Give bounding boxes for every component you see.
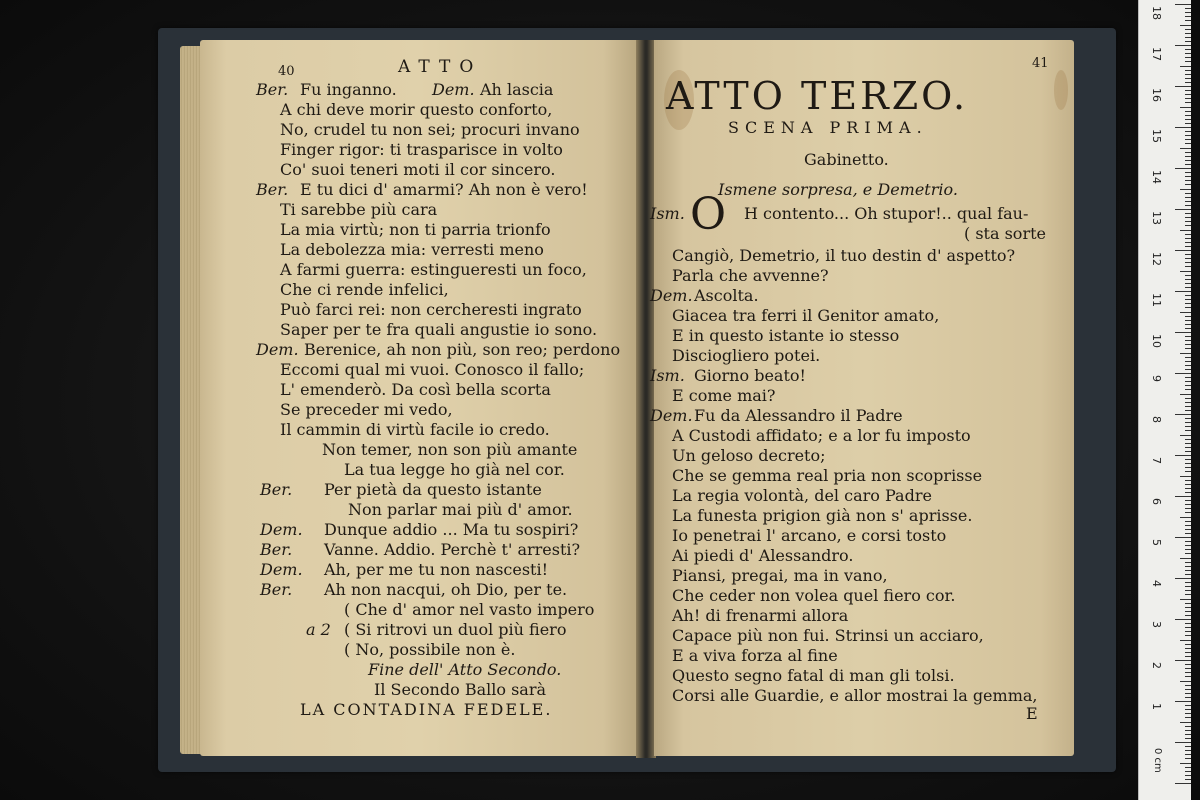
ruler-label: 15 xyxy=(1150,129,1163,143)
ruler-tick xyxy=(1185,279,1191,280)
ruler-tick xyxy=(1185,709,1191,710)
aria-line: Ah non nacqui, oh Dio, per te. xyxy=(324,580,568,599)
ruler-tick xyxy=(1185,529,1191,530)
verse-line: A Custodi affidato; e a lor fu imposto xyxy=(672,426,971,445)
ruler-tick xyxy=(1185,94,1191,95)
verse-line: Disciogliero potei. xyxy=(672,346,821,365)
verse-line: Che ci rende infelici, xyxy=(280,280,449,299)
ruler-tick xyxy=(1185,365,1191,366)
ruler-tick xyxy=(1175,127,1191,128)
ruler-tick xyxy=(1175,373,1191,374)
ruler-tick xyxy=(1185,152,1191,153)
speaker-label: Ism. xyxy=(650,366,685,385)
ruler-tick xyxy=(1185,303,1191,304)
verse-line: E tu dici d' amarmi? Ah non è vero! xyxy=(300,180,588,199)
ruler-tick xyxy=(1185,258,1191,259)
ruler-tick xyxy=(1185,164,1191,165)
ruler-tick xyxy=(1185,611,1191,612)
verse-line: ( sta sorte xyxy=(964,224,1046,243)
speaker-label: Ism. xyxy=(650,204,685,223)
verse-line: Il cammin di virtù facile io credo. xyxy=(280,420,550,439)
ruler-label: 1 xyxy=(1150,703,1163,710)
ruler-label: 5 xyxy=(1150,539,1163,546)
ruler-tick xyxy=(1185,615,1191,616)
ruler-tick xyxy=(1185,644,1191,645)
ruler-tick xyxy=(1180,476,1191,477)
ruler-tick xyxy=(1185,631,1191,632)
verse-line: Che se gemma real pria non scoprisse xyxy=(672,466,983,485)
ruler-tick xyxy=(1185,160,1191,161)
ruler-tick xyxy=(1185,217,1191,218)
ruler-tick xyxy=(1185,193,1191,194)
verse-line: E in questo istante io stesso xyxy=(672,326,900,345)
ruler-tick xyxy=(1185,504,1191,505)
ruler-tick xyxy=(1185,340,1191,341)
ruler-tick xyxy=(1185,549,1191,550)
ruler-tick xyxy=(1185,213,1191,214)
ruler-tick xyxy=(1185,49,1191,50)
ruler-tick xyxy=(1185,746,1191,747)
act-title: ATTO TERZO. xyxy=(666,74,969,118)
ruler-tick xyxy=(1185,758,1191,759)
ruler-tick xyxy=(1180,189,1191,190)
ruler-tick xyxy=(1185,78,1191,79)
setting: Gabinetto. xyxy=(804,150,889,169)
verse-line: Un geloso decreto; xyxy=(672,446,826,465)
ruler-tick xyxy=(1175,578,1191,579)
ruler-tick xyxy=(1185,418,1191,419)
verse-line: H contento... Oh stupor!.. qual fau- xyxy=(744,204,1029,223)
ruler-tick xyxy=(1185,500,1191,501)
verse-line: Che ceder non volea quel fiero cor. xyxy=(672,586,956,605)
ruler-tick xyxy=(1180,107,1191,108)
ruler-tick xyxy=(1185,361,1191,362)
verse-line: Co' suoi teneri moti il cor sincero. xyxy=(280,160,556,179)
ruler-tick xyxy=(1185,287,1191,288)
ruler-label: 17 xyxy=(1150,47,1163,61)
aria-line: Vanne. Addio. Perchè t' arresti? xyxy=(324,540,581,559)
verse-line: Berenice, ah non più, son reo; perdono xyxy=(304,340,621,359)
ruler-tick xyxy=(1185,115,1191,116)
act-end-note: Fine dell' Atto Secondo. xyxy=(368,660,562,679)
ruler-label: 6 xyxy=(1150,498,1163,505)
ruler-tick xyxy=(1185,385,1191,386)
ruler-tick xyxy=(1185,197,1191,198)
ruler-tick xyxy=(1185,242,1191,243)
ruler-label: 4 xyxy=(1150,580,1163,587)
ruler-tick xyxy=(1180,394,1191,395)
ruler-tick xyxy=(1185,480,1191,481)
ruler-tick xyxy=(1185,402,1191,403)
ruler-tick xyxy=(1185,426,1191,427)
ruler-tick xyxy=(1185,61,1191,62)
verse-line: Questo segno fatal di man gli tolsi. xyxy=(672,666,955,685)
verse-line: Capace più non fui. Strinsi un acciaro, xyxy=(672,626,984,645)
aria-line: La tua legge ho già nel cor. xyxy=(344,460,565,479)
ruler-tick xyxy=(1185,574,1191,575)
scale-ruler xyxy=(1138,0,1191,800)
ruler-tick xyxy=(1185,750,1191,751)
ruler-tick xyxy=(1185,139,1191,140)
ruler-tick xyxy=(1175,168,1191,169)
ruler-label: 3 xyxy=(1150,621,1163,628)
ruler-tick xyxy=(1185,90,1191,91)
duet-line: ( Si ritrovi un duol più fiero xyxy=(344,620,567,639)
verse-line: Saper per te fra quali angustie io sono. xyxy=(280,320,598,339)
aria-line: Ah, per me tu non nascesti! xyxy=(324,560,549,579)
ruler-tick xyxy=(1185,754,1191,755)
left-page xyxy=(200,40,638,756)
book-gutter xyxy=(636,40,656,758)
ruler-tick xyxy=(1185,37,1191,38)
ruler-tick xyxy=(1185,685,1191,686)
speaker-label: Dem. xyxy=(260,560,303,579)
verse-line: La funesta prigion già non s' aprisse. xyxy=(672,506,973,525)
ruler-tick xyxy=(1175,250,1191,251)
ruler-tick xyxy=(1180,230,1191,231)
drop-cap: O xyxy=(690,189,727,240)
ruler-tick xyxy=(1185,594,1191,595)
speaker-label: Dem. xyxy=(432,80,475,99)
ruler-tick xyxy=(1185,33,1191,34)
catchword: E xyxy=(1026,704,1038,723)
ruler-tick xyxy=(1185,275,1191,276)
ruler-tick xyxy=(1180,640,1191,641)
ruler-tick xyxy=(1185,29,1191,30)
ruler-label: 2 xyxy=(1150,662,1163,669)
ruler-tick xyxy=(1185,344,1191,345)
verse-line: E come mai? xyxy=(672,386,776,405)
speaker-label: Ber. xyxy=(260,540,293,559)
speaker-label: Ber. xyxy=(260,480,293,499)
ruler-tick xyxy=(1185,553,1191,554)
ruler-tick xyxy=(1185,443,1191,444)
ruler-tick xyxy=(1185,492,1191,493)
ruler-tick xyxy=(1185,53,1191,54)
ruler-tick xyxy=(1185,295,1191,296)
ruler-tick xyxy=(1185,57,1191,58)
open-book xyxy=(180,40,1098,760)
ruler-tick xyxy=(1185,627,1191,628)
speaker-label: Ber. xyxy=(256,180,289,199)
ruler-tick xyxy=(1185,254,1191,255)
ruler-tick xyxy=(1185,381,1191,382)
ruler-tick xyxy=(1185,266,1191,267)
ruler-tick xyxy=(1185,430,1191,431)
ruler-tick xyxy=(1175,660,1191,661)
ruler-label: 13 xyxy=(1150,211,1163,225)
ruler-tick xyxy=(1175,332,1191,333)
ruler-tick xyxy=(1175,701,1191,702)
ruler-tick xyxy=(1185,328,1191,329)
ruler-tick xyxy=(1185,566,1191,567)
ruler-tick xyxy=(1185,143,1191,144)
ruler-tick xyxy=(1175,291,1191,292)
verse-line: Corsi alle Guardie, e allor mostrai la gemma, xyxy=(672,686,1038,705)
ruler-tick xyxy=(1185,369,1191,370)
ruler-tick xyxy=(1185,172,1191,173)
ruler-tick xyxy=(1185,607,1191,608)
aria-line: Per pietà da questo istante xyxy=(324,480,542,499)
ruler-tick xyxy=(1175,45,1191,46)
ruler-tick xyxy=(1185,234,1191,235)
ruler-label: 10 xyxy=(1150,334,1163,348)
ruler-label: 7 xyxy=(1150,457,1163,464)
ruler-tick xyxy=(1180,312,1191,313)
ruler-label: 12 xyxy=(1150,252,1163,266)
ruler-tick xyxy=(1185,70,1191,71)
ruler-tick xyxy=(1185,570,1191,571)
ruler-tick xyxy=(1185,357,1191,358)
ruler-tick xyxy=(1175,496,1191,497)
verse-line: Ai piedi d' Alessandro. xyxy=(672,546,854,565)
verse-line: Ah lascia xyxy=(480,80,554,99)
duet-marker: a 2 xyxy=(306,620,331,639)
ruler-tick xyxy=(1185,221,1191,222)
ruler-tick xyxy=(1185,111,1191,112)
verse-line: La regia volontà, del caro Padre xyxy=(672,486,932,505)
ruler-tick xyxy=(1185,693,1191,694)
ruler-tick xyxy=(1185,635,1191,636)
verse-line: Piansi, pregai, ma in vano, xyxy=(672,566,888,585)
ruler-tick xyxy=(1185,676,1191,677)
ruler-tick xyxy=(1180,599,1191,600)
ruler-tick xyxy=(1175,619,1191,620)
ruler-label: 8 xyxy=(1150,416,1163,423)
ruler-tick xyxy=(1185,668,1191,669)
ruler-tick xyxy=(1185,447,1191,448)
ruler-tick xyxy=(1185,201,1191,202)
ruler-tick xyxy=(1185,184,1191,185)
verse-line: Ascolta. xyxy=(694,286,759,305)
ruler-tick xyxy=(1185,697,1191,698)
ruler-tick xyxy=(1185,377,1191,378)
paper-stain xyxy=(1054,70,1068,110)
ruler-tick xyxy=(1185,471,1191,472)
ruler-unit: 0 cm xyxy=(1152,748,1163,773)
ruler-tick xyxy=(1185,664,1191,665)
ruler-tick xyxy=(1185,541,1191,542)
ruler-tick xyxy=(1185,74,1191,75)
ruler-tick xyxy=(1185,8,1191,9)
verse-line: Può farci rei: non cercheresti ingrato xyxy=(280,300,582,319)
verse-line: No, crudel tu non sei; procuri invano xyxy=(280,120,580,139)
ruler-tick xyxy=(1185,180,1191,181)
ruler-tick xyxy=(1180,353,1191,354)
ruler-tick xyxy=(1185,131,1191,132)
ruler-tick xyxy=(1185,467,1191,468)
ruler-tick xyxy=(1185,320,1191,321)
speaker-label: Dem. xyxy=(256,340,299,359)
ruler-label: 14 xyxy=(1150,170,1163,184)
ruler-tick xyxy=(1185,767,1191,768)
ruler-tick xyxy=(1185,336,1191,337)
verse-line: Fu inganno. xyxy=(300,80,397,99)
ruler-tick xyxy=(1185,156,1191,157)
ruler-tick xyxy=(1185,283,1191,284)
verse-line: Giorno beato! xyxy=(694,366,806,385)
speaker-label: Ber. xyxy=(256,80,289,99)
ruler-tick xyxy=(1185,41,1191,42)
ruler-tick xyxy=(1185,717,1191,718)
ruler-tick xyxy=(1185,734,1191,735)
ruler-tick xyxy=(1185,176,1191,177)
ruler-tick xyxy=(1185,324,1191,325)
verse-line: Finger rigor: ti trasparisce in volto xyxy=(280,140,563,159)
verse-line: Ti sarebbe più cara xyxy=(280,200,438,219)
right-page xyxy=(650,40,1074,756)
ruler-tick xyxy=(1185,672,1191,673)
ruler-tick xyxy=(1185,771,1191,772)
ruler-tick xyxy=(1185,705,1191,706)
ruler-tick xyxy=(1185,389,1191,390)
ruler-tick xyxy=(1180,558,1191,559)
ruler-tick xyxy=(1175,86,1191,87)
ruler-tick xyxy=(1185,730,1191,731)
verse-line: Giacea tra ferri il Genitor amato, xyxy=(672,306,940,325)
ruler-tick xyxy=(1185,205,1191,206)
ruler-tick xyxy=(1175,209,1191,210)
page-number: 40 xyxy=(278,64,295,79)
running-head: ATTO xyxy=(398,57,483,77)
duet-line: ( No, possibile non è. xyxy=(344,640,516,659)
page-number: 41 xyxy=(1032,56,1049,71)
ruler-tick xyxy=(1185,545,1191,546)
ruler-tick xyxy=(1185,512,1191,513)
ruler-tick xyxy=(1185,299,1191,300)
ruler-label: 16 xyxy=(1150,88,1163,102)
ruler-label: 18 xyxy=(1150,6,1163,20)
ruler-tick xyxy=(1175,742,1191,743)
ruler-tick xyxy=(1185,451,1191,452)
ruler-tick xyxy=(1185,12,1191,13)
verse-line: Parla che avvenne? xyxy=(672,266,829,285)
ruler-tick xyxy=(1185,582,1191,583)
ruler-tick xyxy=(1180,66,1191,67)
ruler-tick xyxy=(1185,135,1191,136)
ruler-tick xyxy=(1185,16,1191,17)
ruler-tick xyxy=(1185,738,1191,739)
character-list: Ismene sorpresa, e Demetrio. xyxy=(718,180,958,199)
ruler-tick xyxy=(1185,562,1191,563)
ruler-tick xyxy=(1185,603,1191,604)
ruler-tick xyxy=(1180,148,1191,149)
ruler-tick xyxy=(1185,521,1191,522)
ruler-tick xyxy=(1185,102,1191,103)
ruler-tick xyxy=(1180,763,1191,764)
ruler-tick xyxy=(1185,508,1191,509)
ruler-tick xyxy=(1185,316,1191,317)
ruler-tick xyxy=(1185,422,1191,423)
verse-line: Fu da Alessandro il Padre xyxy=(694,406,903,425)
ballet-title: LA CONTADINA FEDELE. xyxy=(300,700,553,719)
scene-title: SCENA PRIMA. xyxy=(728,118,928,137)
ruler-tick xyxy=(1185,648,1191,649)
ruler-tick xyxy=(1185,123,1191,124)
speaker-label: Ber. xyxy=(260,580,293,599)
verse-line: Se preceder mi vedo, xyxy=(280,400,453,419)
ruler-tick xyxy=(1185,488,1191,489)
verse-line: Ah! di frenarmi allora xyxy=(672,606,849,625)
verse-line: La mia virtù; non ti parria trionfo xyxy=(280,220,551,239)
ruler-tick xyxy=(1185,689,1191,690)
ruler-tick xyxy=(1185,459,1191,460)
duet-line: ( Che d' amor nel vasto impero xyxy=(344,600,595,619)
ruler-tick xyxy=(1185,463,1191,464)
ruler-tick xyxy=(1180,25,1191,26)
ruler-tick xyxy=(1185,623,1191,624)
ruler-tick xyxy=(1180,435,1191,436)
ruler-tick xyxy=(1185,775,1191,776)
ruler-tick xyxy=(1185,652,1191,653)
verse-line: A chi deve morir questo conforto, xyxy=(280,100,553,119)
ruler-tick xyxy=(1180,722,1191,723)
ruler-tick xyxy=(1180,271,1191,272)
ruler-tick xyxy=(1185,406,1191,407)
ruler-tick xyxy=(1185,98,1191,99)
ruler-tick xyxy=(1185,225,1191,226)
aria-line: Dunque addio ... Ma tu sospiri? xyxy=(324,520,579,539)
ruler-tick xyxy=(1185,779,1191,780)
ruler-tick xyxy=(1185,20,1191,21)
speaker-label: Dem. xyxy=(650,286,693,305)
page-edges xyxy=(180,46,202,754)
ruler-tick xyxy=(1180,517,1191,518)
verse-line: L' emenderò. Da così bella scorta xyxy=(280,380,551,399)
aria-line: Non parlar mai più d' amor. xyxy=(348,500,573,519)
verse-line: Eccomi qual mi vuoi. Conosco il fallo; xyxy=(280,360,585,379)
ruler-tick xyxy=(1185,439,1191,440)
ruler-tick xyxy=(1185,348,1191,349)
ruler-tick xyxy=(1185,586,1191,587)
ruler-tick xyxy=(1175,4,1191,5)
ruler-tick xyxy=(1185,656,1191,657)
ruler-tick xyxy=(1185,484,1191,485)
ballet-note: Il Secondo Ballo sarà xyxy=(374,680,546,699)
ruler-tick xyxy=(1185,713,1191,714)
ruler-tick xyxy=(1185,119,1191,120)
ruler-tick xyxy=(1175,537,1191,538)
ruler-tick xyxy=(1185,590,1191,591)
ruler-tick xyxy=(1175,414,1191,415)
verse-line: Cangiò, Demetrio, il tuo destin d' aspetto? xyxy=(672,246,1016,265)
ruler-tick xyxy=(1185,262,1191,263)
ruler-tick xyxy=(1180,681,1191,682)
ruler-tick xyxy=(1185,398,1191,399)
ruler-tick xyxy=(1185,238,1191,239)
ruler-tick xyxy=(1185,533,1191,534)
ruler-tick xyxy=(1175,455,1191,456)
ruler-tick xyxy=(1185,307,1191,308)
ruler-tick xyxy=(1185,82,1191,83)
ruler-label: 11 xyxy=(1150,293,1163,307)
ruler-tick xyxy=(1185,726,1191,727)
aria-line: Non temer, non son più amante xyxy=(322,440,578,459)
verse-line: E a viva forza al fine xyxy=(672,646,838,665)
ruler-tick xyxy=(1185,525,1191,526)
verse-line: A farmi guerra: estingueresti un foco, xyxy=(280,260,587,279)
ruler-tick xyxy=(1175,783,1191,784)
ruler-tick xyxy=(1185,246,1191,247)
speaker-label: Dem. xyxy=(650,406,693,425)
verse-line: La debolezza mia: verresti meno xyxy=(280,240,544,259)
verse-line: Io penetrai l' arcano, e corsi tosto xyxy=(672,526,947,545)
ruler-label: 9 xyxy=(1150,375,1163,382)
speaker-label: Dem. xyxy=(260,520,303,539)
ruler-tick xyxy=(1185,410,1191,411)
